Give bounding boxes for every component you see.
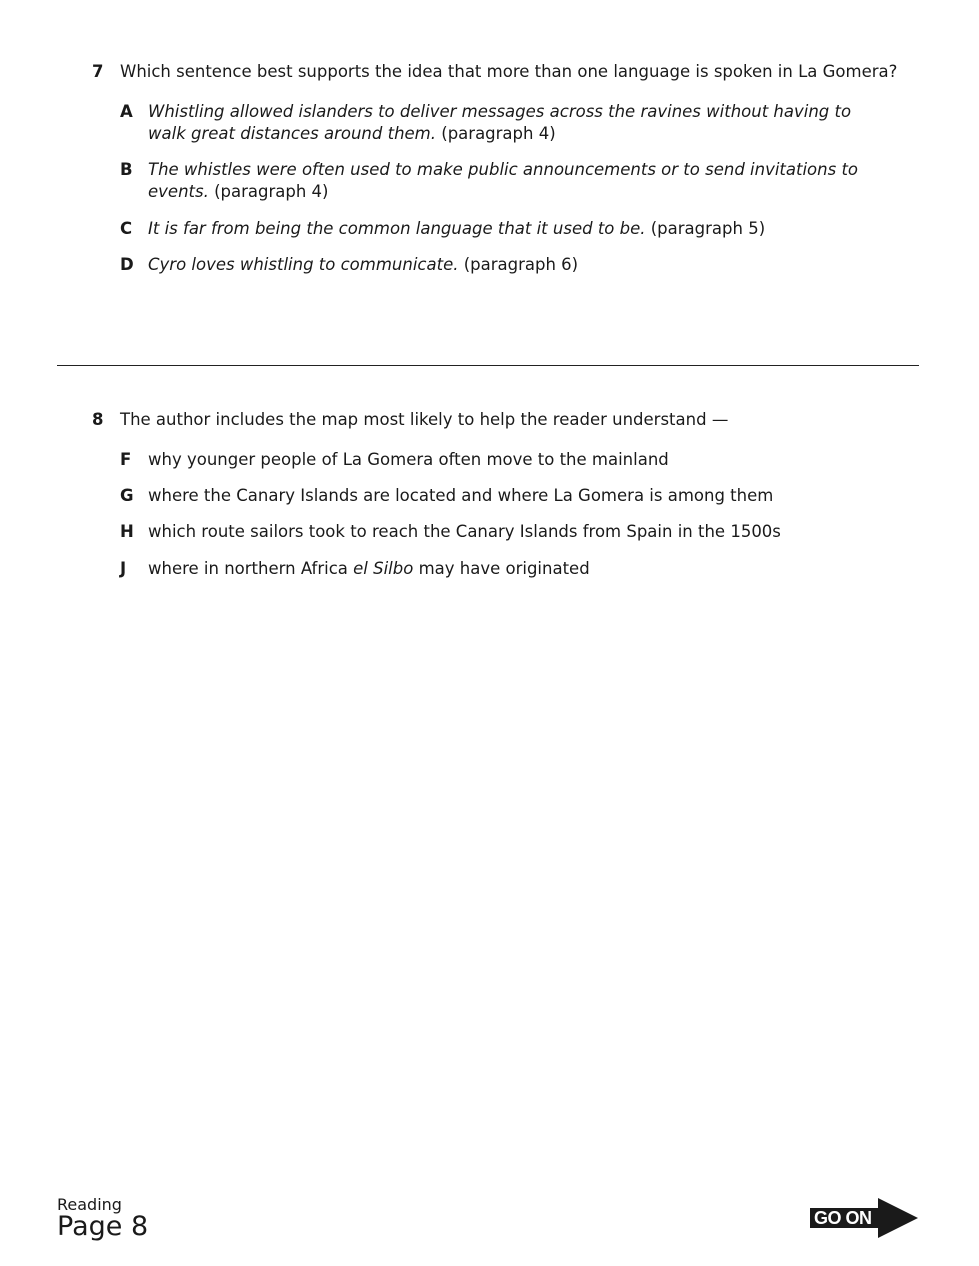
option-letter: F <box>120 450 132 469</box>
page-number: Page 8 <box>57 1211 149 1242</box>
section-divider <box>57 365 919 366</box>
option-ref: (paragraph 6) <box>458 255 579 274</box>
option-letter: D <box>120 255 134 274</box>
option-ref: (paragraph 5) <box>645 219 766 238</box>
option-text: why younger people of La Gomera often move to the mainland <box>148 450 669 469</box>
option-quote: It is far from being the common language that it used to be. <box>148 219 646 238</box>
option-quote: The whistles were often used to make public announcements or to send invitations to events. <box>148 160 859 201</box>
go-on-label: GO ON <box>814 1208 872 1228</box>
option-text <box>148 558 888 580</box>
option-letter: A <box>120 102 133 121</box>
option-letter: G <box>120 486 134 505</box>
question-number: 8 <box>92 410 104 429</box>
option-text-italic: el Silbo <box>353 559 414 578</box>
option-letter: H <box>120 522 134 541</box>
option-letter: B <box>120 160 133 179</box>
option-ref: (paragraph 4) <box>208 182 329 201</box>
option-quote: Whistling allowed islanders to deliver messages across the ravines without having to walk great distances around them. <box>148 102 852 143</box>
option-text-post: may have originated <box>413 559 590 578</box>
footer-subject: Reading <box>57 1195 122 1214</box>
option-ref: (paragraph 4) <box>436 124 556 143</box>
go-on-button[interactable] <box>810 1198 920 1238</box>
option-quote: Cyro loves whistling to communicate. <box>148 255 459 274</box>
question-number: 7 <box>92 62 104 81</box>
question-stem: Which sentence best supports the idea that more than one language is spoken in La Gomera? <box>120 62 898 81</box>
option-text <box>148 254 888 276</box>
option-text-pre: where in northern Africa <box>148 559 354 578</box>
option-letter: C <box>120 219 133 238</box>
option-text: which route sailors took to reach the Canary Islands from Spain in the 1500s <box>148 522 781 541</box>
option-text: where the Canary Islands are located and where La Gomera is among them <box>148 486 774 505</box>
option-letter: J <box>120 559 127 578</box>
option-text <box>148 101 888 145</box>
option-text <box>148 159 888 203</box>
arrow-right-icon <box>878 1198 918 1238</box>
option-text <box>148 218 888 240</box>
question-stem: The author includes the map most likely to help the reader understand — <box>120 410 729 429</box>
